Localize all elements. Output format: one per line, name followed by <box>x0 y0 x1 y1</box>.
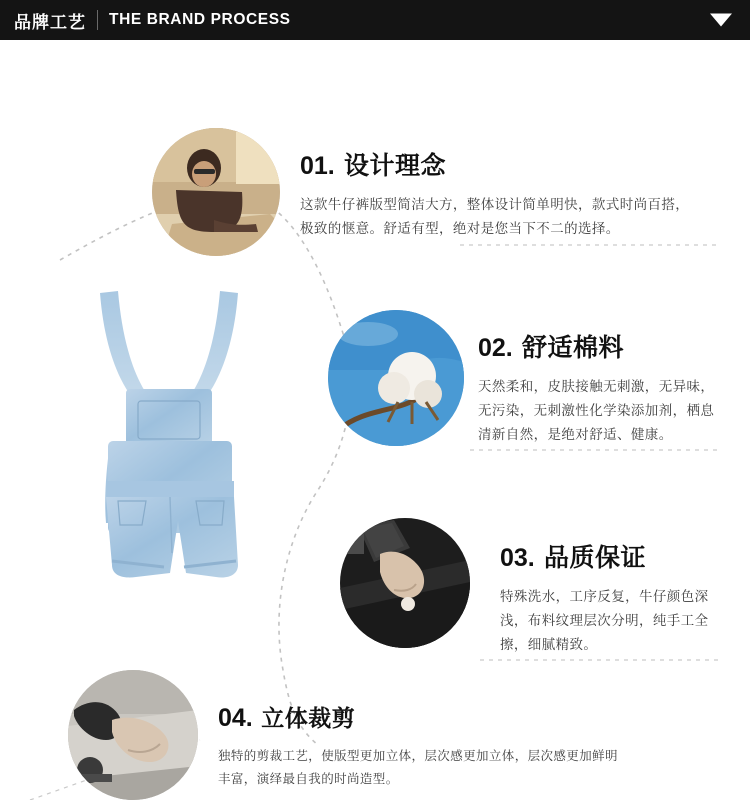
section-title-02 <box>478 328 728 364</box>
section-photo-04 <box>68 670 198 800</box>
section-body-03: 特殊洗水，工序反复，牛仔颜色深浅，布料纹理层次分明，纯手工全擦，细腻精致。 <box>500 589 709 654</box>
section-body-01: 这款牛仔裤版型简洁大方，整体设计简单明快，款式时尚百搭，极致的惬意。舒适有型，绝对是您当下不二的选择。 <box>300 197 690 238</box>
section-title-04 <box>218 700 618 733</box>
section-text-01 <box>300 146 690 241</box>
section-heading-03: 品质保证 <box>543 543 646 572</box>
section-number-02: 02. <box>478 334 513 362</box>
section-number-04: 04. <box>218 704 253 732</box>
chevron-down-icon[interactable] <box>710 14 732 27</box>
section-photo-03 <box>340 518 470 648</box>
product-image <box>60 285 290 595</box>
section-text-03 <box>500 538 730 657</box>
section-heading-01: 设计理念 <box>343 151 446 180</box>
page-header <box>0 0 750 40</box>
section-number-01: 01. <box>300 152 335 180</box>
content-canvas <box>0 40 750 800</box>
section-photo-02 <box>328 310 464 446</box>
section-title-03 <box>500 538 730 574</box>
section-body-02: 天然柔和，皮肤接触无刺激，无异味，无污染，无刺激性化学染添加剂，栖息清新自然，是绝对舒适、健康。 <box>478 379 715 444</box>
section-title-01 <box>300 146 690 182</box>
section-body-04: 独特的剪裁工艺，使版型更加立体，层次感更加立体，层次感更加鲜明丰富，演绎最自我的时尚造型。 <box>218 748 618 787</box>
header-divider <box>97 10 98 30</box>
section-photo-01 <box>152 128 280 256</box>
section-text-02 <box>478 328 728 447</box>
section-number-03: 03. <box>500 544 535 572</box>
section-text-04 <box>218 700 618 790</box>
section-heading-02: 舒适棉料 <box>521 333 624 362</box>
section-heading-04: 立体裁剪 <box>261 706 356 732</box>
header-title-en: THE BRAND PROCESS <box>109 11 291 28</box>
header-title-cn: 品牌工艺 <box>14 12 86 33</box>
